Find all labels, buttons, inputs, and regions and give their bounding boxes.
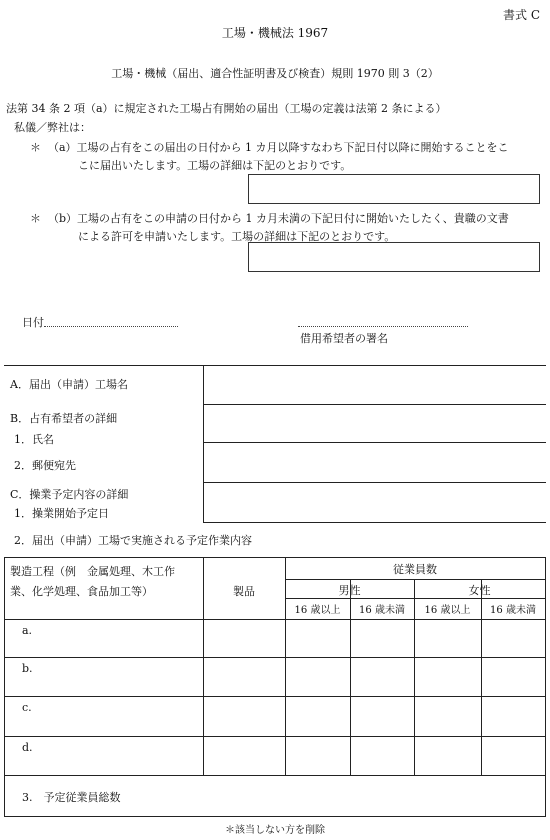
section-top-rule: [4, 365, 546, 366]
row-rule-c: [4, 736, 546, 737]
table-row-c-label: c.: [22, 701, 32, 714]
section-divider: [203, 365, 204, 523]
option-b-mark[interactable]: ＊: [30, 212, 41, 225]
female-under-16-header: 16 歳未満: [490, 605, 536, 616]
total-employees-label: 3. 予定従業員総数: [22, 791, 121, 804]
row-rule-a: [4, 657, 546, 658]
process-header-1: 製造工程（例 金属処理、木工作: [10, 565, 175, 578]
date-label: 日付: [22, 316, 44, 329]
option-b-line2: による許可を申請いたします。工場の詳細は下記のとおりです。: [78, 230, 396, 243]
row-rule-d: [4, 775, 546, 776]
table-head-rule-1: [285, 579, 545, 580]
page-subtitle: 工場・機械（届出、適合性証明書及び検査）規則 1970 則 3（2）: [111, 67, 439, 80]
process-header-2: 業、化学処理、食品加工等）: [10, 585, 153, 598]
signature-field[interactable]: [298, 326, 468, 327]
field-rule-c1: [203, 522, 546, 523]
table-row-b-label: b.: [22, 662, 33, 675]
applicant-label: 私儀／弊社は：: [14, 121, 91, 134]
field-rule-b2: [203, 482, 546, 483]
c1-label: 1．操業開始予定日: [14, 507, 109, 520]
male-header: 男性: [338, 584, 361, 597]
table-row-a-label: a.: [22, 624, 33, 637]
section-b-label: B．占有希望者の詳細: [10, 412, 118, 425]
option-a-mark[interactable]: ＊: [30, 141, 41, 154]
table-head-rule-2: [285, 598, 545, 599]
b2-label: 2．郵便宛先: [14, 459, 76, 472]
product-header: 製品: [233, 585, 255, 598]
section-c-label: C．操業予定内容の詳細: [10, 488, 129, 501]
option-a-date-field[interactable]: [248, 174, 540, 204]
table-head-rule-3: [4, 619, 546, 620]
row-rule-b: [4, 696, 546, 697]
option-b-date-field[interactable]: [248, 242, 540, 272]
option-a-line2: こに届出いたします。工場の詳細は下記のとおりです。: [78, 159, 352, 172]
b1-label: 1．氏名: [14, 433, 54, 446]
male-over-16-header: 16 歳以上: [294, 605, 341, 616]
footnote: ＊該当しない方を削除: [225, 825, 325, 836]
page-title: 工場・機械法 1967: [221, 26, 329, 40]
female-header: 女性: [468, 584, 491, 597]
male-under-16-header: 16 歳未満: [359, 605, 405, 616]
signature-label: 借用希望者の署名: [300, 332, 388, 345]
option-a-line1: （a）工場の占有をこの届出の日付から 1 カ月以降すなわち下記日付以降に開始することをこ: [48, 141, 509, 154]
option-b-line1: （b）工場の占有をこの申請の日付から 1 カ月未満の下記日付に開始いたしたく、貴職の文書: [48, 212, 509, 225]
form-heading: 法第 34 条 2 項（a）に規定された工場占有開始の届出（工場の定義は法第 2 条による）: [6, 102, 447, 115]
c2-label: 2．届出（申請）工場で実施される予定作業内容: [14, 534, 252, 547]
field-rule-b1: [203, 442, 546, 443]
female-over-16-header: 16 歳以上: [424, 605, 471, 616]
employees-header: 従業員数: [393, 563, 437, 576]
table-row-d-label: d.: [22, 741, 33, 754]
form-id: 書式 C: [503, 8, 540, 22]
date-field[interactable]: [44, 326, 178, 327]
section-a-label: A．届出（申請）工場名: [10, 378, 128, 391]
field-rule-a: [203, 404, 546, 405]
